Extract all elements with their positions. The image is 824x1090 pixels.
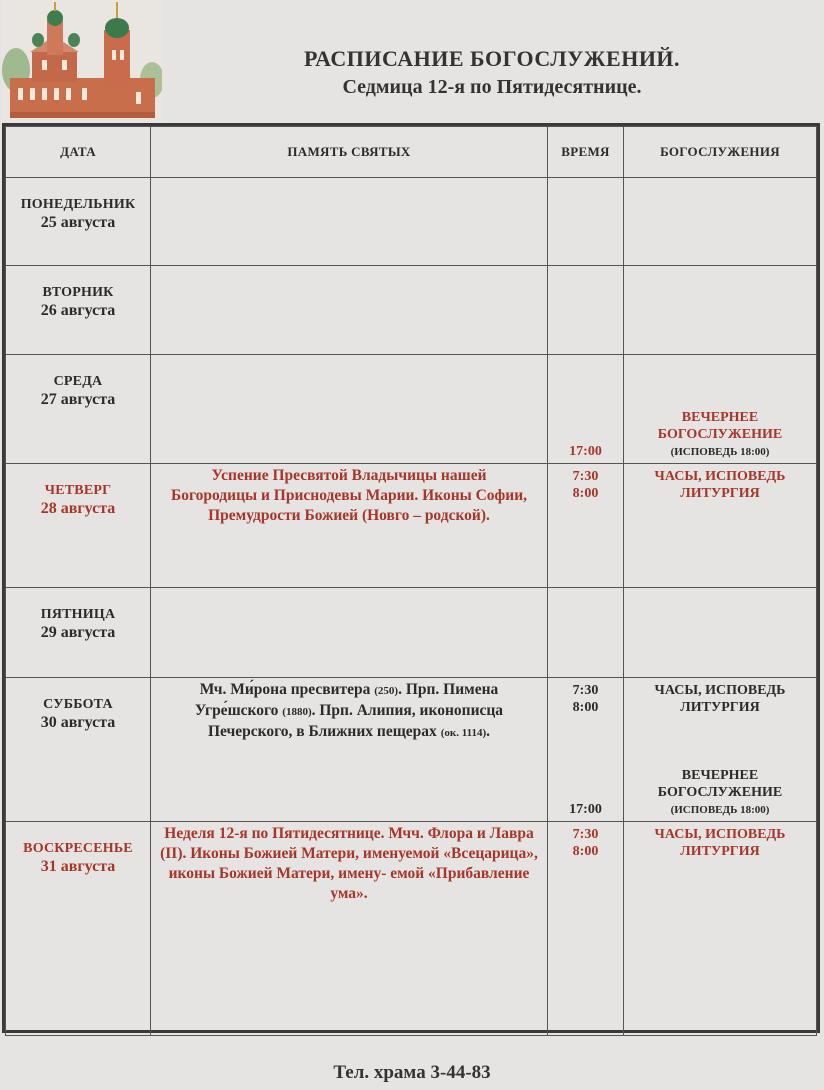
day-name: ПОНЕДЕЛЬНИК bbox=[20, 197, 136, 212]
table-row bbox=[6, 678, 817, 822]
time-morning bbox=[548, 678, 623, 716]
service-morning: ЧАСЫ, ИСПОВЕДЬ ЛИТУРГИЯ bbox=[654, 469, 786, 501]
services-cell bbox=[624, 588, 817, 678]
day-date: 28 августа bbox=[40, 500, 116, 517]
memory-text bbox=[151, 678, 547, 743]
date-cell bbox=[6, 822, 151, 1036]
time-cell bbox=[548, 822, 624, 1036]
day-date: 25 августа bbox=[40, 214, 116, 231]
services-cell bbox=[624, 178, 817, 266]
time-hours: 7:30 bbox=[572, 469, 599, 484]
day-date: 29 августа bbox=[40, 624, 116, 641]
memory-cell bbox=[151, 355, 548, 464]
day-date: 30 августа bbox=[40, 714, 116, 731]
table-row bbox=[6, 588, 817, 678]
table-header-row bbox=[6, 127, 817, 178]
header-memory: ПАМЯТЬ СВЯТЫХ bbox=[151, 127, 548, 178]
service-morning: ЧАСЫ, ИСПОВЕДЬ ЛИТУРГИЯ bbox=[654, 683, 786, 715]
date-cell bbox=[6, 178, 151, 266]
table-row bbox=[6, 464, 817, 588]
page-subtitle: Седмица 12-я по Пятидесятнице. bbox=[342, 76, 642, 98]
header-time: ВРЕМЯ bbox=[548, 127, 624, 178]
memory-text: Успение Пресвятой Владычицы нашей Богородицы и Приснодевы Марии. Иконы Софии, Премудрости Божией (Новго – родской). bbox=[170, 467, 528, 524]
header-services: БОГОСЛУЖЕНИЯ bbox=[624, 127, 817, 178]
time-hours: 7:30 bbox=[572, 827, 599, 842]
services-cell bbox=[624, 266, 817, 355]
memory-cell bbox=[151, 822, 548, 1036]
memory-cell bbox=[151, 464, 548, 588]
time-hours: 7:30 bbox=[572, 683, 599, 698]
services-cell bbox=[624, 464, 817, 588]
date-cell bbox=[6, 678, 151, 822]
service-morning: ЧАСЫ, ИСПОВЕДЬ ЛИТУРГИЯ bbox=[654, 827, 786, 859]
time-morning bbox=[548, 464, 623, 502]
time-cell bbox=[548, 178, 624, 266]
date-cell bbox=[6, 464, 151, 588]
date-cell bbox=[6, 355, 151, 464]
time-liturgy: 8:00 bbox=[572, 700, 599, 715]
confession-note: (ИСПОВЕДЬ 18:00) bbox=[670, 804, 770, 816]
memory-cell bbox=[151, 178, 548, 266]
memory-year: (1880) bbox=[282, 706, 312, 718]
table-row bbox=[6, 355, 817, 464]
memory-cell bbox=[151, 266, 548, 355]
date-cell bbox=[6, 266, 151, 355]
memory-cell bbox=[151, 588, 548, 678]
service-evening bbox=[624, 767, 816, 819]
confession-note: (ИСПОВЕДЬ 18:00) bbox=[670, 446, 770, 458]
memory-part: Мч. Ми́рона пресвитера bbox=[199, 681, 371, 698]
day-date: 26 августа bbox=[40, 302, 116, 319]
time-cell bbox=[548, 588, 624, 678]
time-evening: 17:00 bbox=[569, 802, 602, 817]
day-date: 27 августа bbox=[40, 391, 116, 408]
service-evening-label: ВЕЧЕРНЕЕ БОГОСЛУЖЕНИЕ bbox=[657, 410, 783, 442]
memory-cell bbox=[151, 678, 548, 822]
table-row bbox=[6, 822, 817, 1036]
day-name: СУББОТА bbox=[43, 697, 113, 712]
day-name: ВОСКРЕСЕНЬЕ bbox=[23, 841, 133, 856]
day-name: ПЯТНИЦА bbox=[40, 607, 116, 622]
memory-year: (250) bbox=[374, 685, 399, 697]
services-cell bbox=[624, 355, 817, 464]
service-evening bbox=[624, 409, 816, 461]
time-liturgy: 8:00 bbox=[572, 486, 599, 501]
time-liturgy: 8:00 bbox=[572, 844, 599, 859]
memory-part: . Прп. Алипия, иконописца Печерского, в Ближних пещерах bbox=[207, 702, 504, 740]
time-evening: 17:00 bbox=[569, 444, 602, 459]
memory-part: . Прп. Пимена Угре́шского bbox=[194, 681, 499, 719]
time-cell bbox=[548, 266, 624, 355]
memory-text: Неделя 12-я по Пятидесятнице. Мчч. Флора и Лавра (II). Иконы Божией Матери, именуемой «Всецарица», иконы Божией Матери, имену- емой «Прибавление ума». bbox=[160, 825, 538, 902]
service-evening-label: ВЕЧЕРНЕЕ БОГОСЛУЖЕНИЕ bbox=[657, 768, 783, 800]
church-illustration bbox=[2, 0, 162, 122]
schedule-table bbox=[5, 126, 817, 1036]
date-cell bbox=[6, 588, 151, 678]
table-row bbox=[6, 266, 817, 355]
time-cell bbox=[548, 355, 624, 464]
time-morning bbox=[548, 822, 623, 860]
temple-phone: Тел. храма 3-44-83 bbox=[333, 1062, 491, 1083]
day-name: СРЕДА bbox=[53, 374, 103, 389]
services-cell bbox=[624, 678, 817, 822]
memory-year: (ок. 1114) bbox=[440, 727, 487, 739]
time-cell bbox=[548, 678, 624, 822]
day-date: 31 августа bbox=[40, 858, 116, 875]
header-date: ДАТА bbox=[6, 127, 151, 178]
day-name: ВТОРНИК bbox=[42, 285, 114, 300]
table-row bbox=[6, 178, 817, 266]
memory-part: . bbox=[486, 723, 491, 740]
services-cell bbox=[624, 822, 817, 1036]
time-cell bbox=[548, 464, 624, 588]
day-name: ЧЕТВЕРГ bbox=[44, 483, 112, 498]
page-title: РАСПИСАНИЕ БОГОСЛУЖЕНИЙ. bbox=[303, 46, 681, 71]
